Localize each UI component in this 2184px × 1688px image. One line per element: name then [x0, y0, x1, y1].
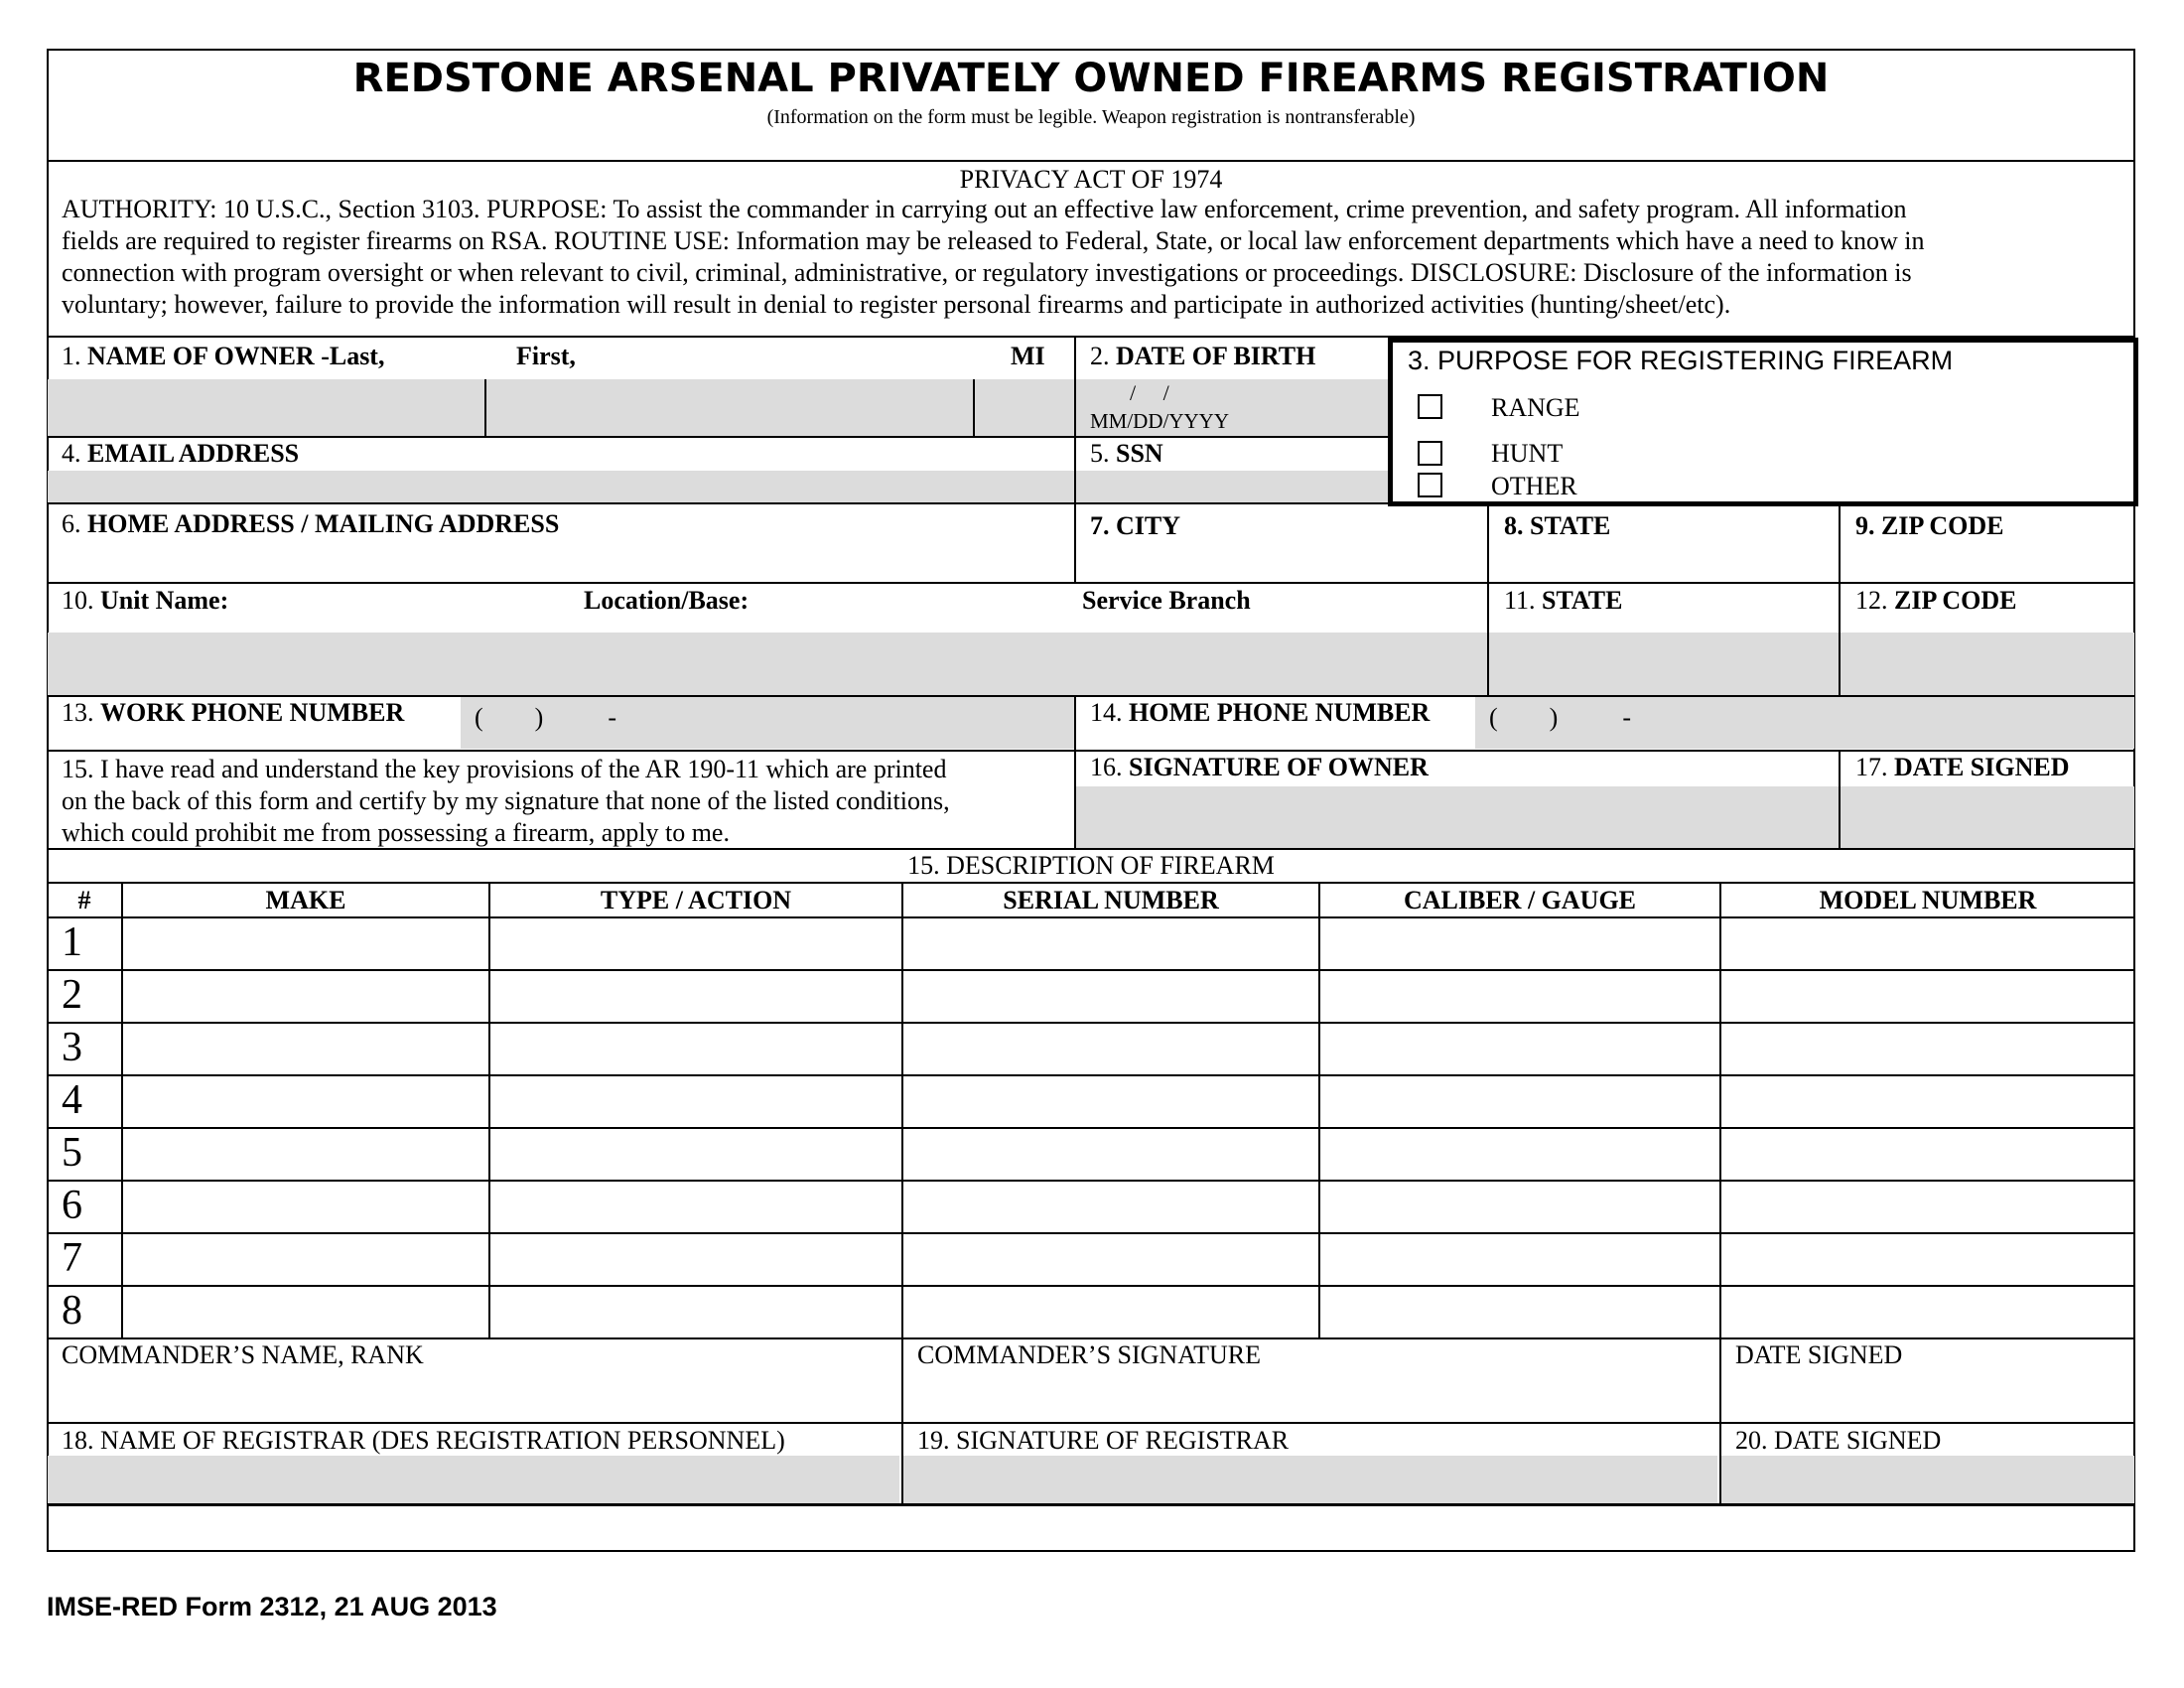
row-number: 8 — [62, 1288, 82, 1334]
divider — [1839, 750, 1841, 848]
registrar-name-field[interactable] — [48, 1456, 899, 1503]
divider — [484, 379, 486, 436]
date-signed-field[interactable] — [1841, 786, 2134, 848]
table-row-line — [47, 1337, 2135, 1339]
unit-zip-code-label: 12. ZIP CODE — [1855, 586, 2017, 615]
unit-state-label: 11. STATE — [1504, 586, 1623, 615]
firearm-table-heading: 15. DESCRIPTION OF FIREARM — [907, 851, 1275, 880]
row-number: 1 — [62, 919, 82, 965]
table-row-line — [47, 1232, 2135, 1234]
work-phone-mask: ( ) - — [475, 703, 616, 732]
commander-date-label: DATE SIGNED — [1735, 1340, 1903, 1369]
divider — [1719, 1337, 1721, 1503]
privacy-line: fields are required to register firearms on RSA. ROUTINE USE: Information may be released to Federal, State, or local law enforcement departments which have a need to know in — [62, 226, 1925, 255]
range-checkbox[interactable] — [1418, 394, 1442, 419]
date-separators: / / — [1130, 380, 1169, 405]
column-header-number: # — [77, 886, 91, 914]
column-header-type-action: TYPE / ACTION — [600, 886, 792, 914]
row-number: 7 — [62, 1235, 82, 1281]
unit-zip-code-field[interactable] — [1841, 633, 2134, 695]
divider — [1074, 502, 1076, 582]
divider — [973, 379, 975, 436]
email-field[interactable] — [48, 471, 1074, 502]
commander-signature-label: COMMANDER’S SIGNATURE — [917, 1340, 1261, 1369]
first-name-field[interactable] — [486, 379, 973, 436]
column-divider — [901, 882, 903, 1337]
first-name-label: First, — [516, 342, 576, 370]
city-label: 7. CITY — [1090, 511, 1181, 540]
divider — [1074, 336, 1076, 502]
other-option-label: OTHER — [1491, 472, 1577, 500]
divider — [47, 848, 2135, 850]
divider — [901, 1337, 903, 1503]
email-label: 4. EMAIL ADDRESS — [62, 439, 300, 468]
registrar-signature-label: 19. SIGNATURE OF REGISTRAR — [917, 1426, 1290, 1455]
state-field[interactable] — [1489, 543, 1839, 581]
privacy-line: voluntary; however, failure to provide the information will result in denial to register personal firearms and participate in authorized activities (hunting/sheet/etc). — [62, 290, 1731, 319]
divider — [47, 1422, 2135, 1424]
mi-field[interactable] — [975, 379, 1074, 436]
home-address-field[interactable] — [48, 543, 1074, 581]
privacy-line: AUTHORITY: 10 U.S.C., Section 3103. PURPOSE: To assist the commander in carrying out an effective law enforcement, crime prevention, and safety program. All information — [62, 195, 1907, 223]
ssn-field[interactable] — [1076, 471, 1388, 502]
commander-signature-field[interactable] — [903, 1372, 1717, 1420]
mi-label: MI — [1011, 342, 1045, 370]
unit-name-label: 10. Unit Name: — [62, 586, 229, 615]
column-divider — [1719, 882, 1721, 1337]
table-row-line — [47, 1285, 2135, 1287]
table-row-line — [47, 1022, 2135, 1024]
column-divider — [488, 882, 490, 1337]
row-number: 6 — [62, 1183, 82, 1228]
table-row-line — [47, 1180, 2135, 1182]
work-phone-label: 13. WORK PHONE NUMBER — [62, 698, 405, 727]
other-checkbox[interactable] — [1418, 473, 1442, 497]
commander-name-label: COMMANDER’S NAME, RANK — [62, 1340, 424, 1369]
row-number: 4 — [62, 1077, 82, 1123]
divider — [47, 502, 2135, 504]
registrar-signature-field[interactable] — [903, 1456, 1717, 1503]
divider — [47, 916, 2135, 918]
table-row-line — [47, 1127, 2135, 1129]
form-number-footer: IMSE-RED Form 2312, 21 AUG 2013 — [47, 1592, 497, 1621]
unit-state-field[interactable] — [1489, 633, 1839, 695]
certification-text: which could prohibit me from possessing a firearm, apply to me. — [62, 818, 730, 847]
form-subtitle: (Information on the form must be legible. Weapon registration is nontransferable) — [766, 106, 1416, 128]
certification-text: on the back of this form and certify by my signature that none of the listed conditions, — [62, 786, 950, 815]
range-option-label: RANGE — [1491, 393, 1580, 422]
divider — [1487, 502, 1489, 695]
divider — [47, 750, 2135, 752]
column-header-model-number: MODEL NUMBER — [1819, 886, 2037, 914]
name-of-owner-label: 1. NAME OF OWNER -Last, — [62, 342, 385, 370]
form-title: REDSTONE ARSENAL PRIVATELY OWNED FIREARMS REGISTRATION — [352, 56, 1830, 101]
hunt-checkbox[interactable] — [1418, 441, 1442, 466]
table-row-line — [47, 969, 2135, 971]
column-header-caliber-gauge: CALIBER / GAUGE — [1403, 886, 1637, 914]
divider — [47, 436, 1389, 438]
divider — [47, 160, 2135, 162]
zip-code-label: 9. ZIP CODE — [1855, 511, 2004, 540]
purpose-label: 3. PURPOSE FOR REGISTERING FIREARM — [1408, 346, 1954, 375]
row-number: 3 — [62, 1025, 82, 1070]
registrar-name-label: 18. NAME OF REGISTRAR (DES REGISTRATION PERSONNEL) — [62, 1426, 785, 1455]
table-row-line — [47, 1074, 2135, 1076]
ssn-label: 5. SSN — [1090, 439, 1163, 468]
city-field[interactable] — [1076, 543, 1487, 581]
row-number: 5 — [62, 1130, 82, 1176]
service-branch-label: Service Branch — [1082, 586, 1251, 615]
privacy-line: connection with program oversight or when relevant to civil, criminal, administrative, or regulatory investigations or proceedings. DISCLOSURE: Disclosure of the information is — [62, 258, 1912, 287]
divider — [1839, 502, 1841, 695]
registrar-date-field[interactable] — [1721, 1456, 2134, 1503]
divider — [47, 882, 2135, 884]
date-of-birth-label: 2. DATE OF BIRTH — [1090, 342, 1316, 370]
owner-signature-field[interactable] — [1076, 786, 1839, 848]
owner-signature-label: 16. SIGNATURE OF OWNER — [1090, 753, 1429, 781]
certification-text: 15. I have read and understand the key provisions of the AR 190-11 which are printed — [62, 755, 947, 783]
divider — [47, 582, 2135, 584]
row-number: 2 — [62, 972, 82, 1018]
location-base-label: Location/Base: — [584, 586, 750, 615]
home-phone-label: 14. HOME PHONE NUMBER — [1090, 698, 1431, 727]
registrar-date-label: 20. DATE SIGNED — [1735, 1426, 1942, 1455]
column-divider — [121, 882, 123, 1337]
date-format-hint: MM/DD/YYYY — [1090, 409, 1230, 433]
zip-code-field[interactable] — [1841, 543, 2134, 581]
column-header-serial-number: SERIAL NUMBER — [1003, 886, 1219, 914]
commander-name-field[interactable] — [48, 1372, 899, 1420]
hunt-option-label: HUNT — [1491, 439, 1564, 468]
commander-date-field[interactable] — [1721, 1372, 2134, 1420]
privacy-heading: PRIVACY ACT OF 1974 — [959, 165, 1223, 194]
column-divider — [1318, 882, 1320, 1337]
last-name-field[interactable] — [48, 379, 484, 436]
column-header-make: MAKE — [265, 886, 346, 914]
unit-info-field[interactable] — [48, 633, 1487, 695]
home-phone-mask: ( ) - — [1489, 703, 1631, 732]
home-address-label: 6. HOME ADDRESS / MAILING ADDRESS — [62, 509, 560, 538]
divider — [47, 1503, 2135, 1506]
state-label: 8. STATE — [1504, 511, 1611, 540]
date-signed-label: 17. DATE SIGNED — [1855, 753, 2070, 781]
